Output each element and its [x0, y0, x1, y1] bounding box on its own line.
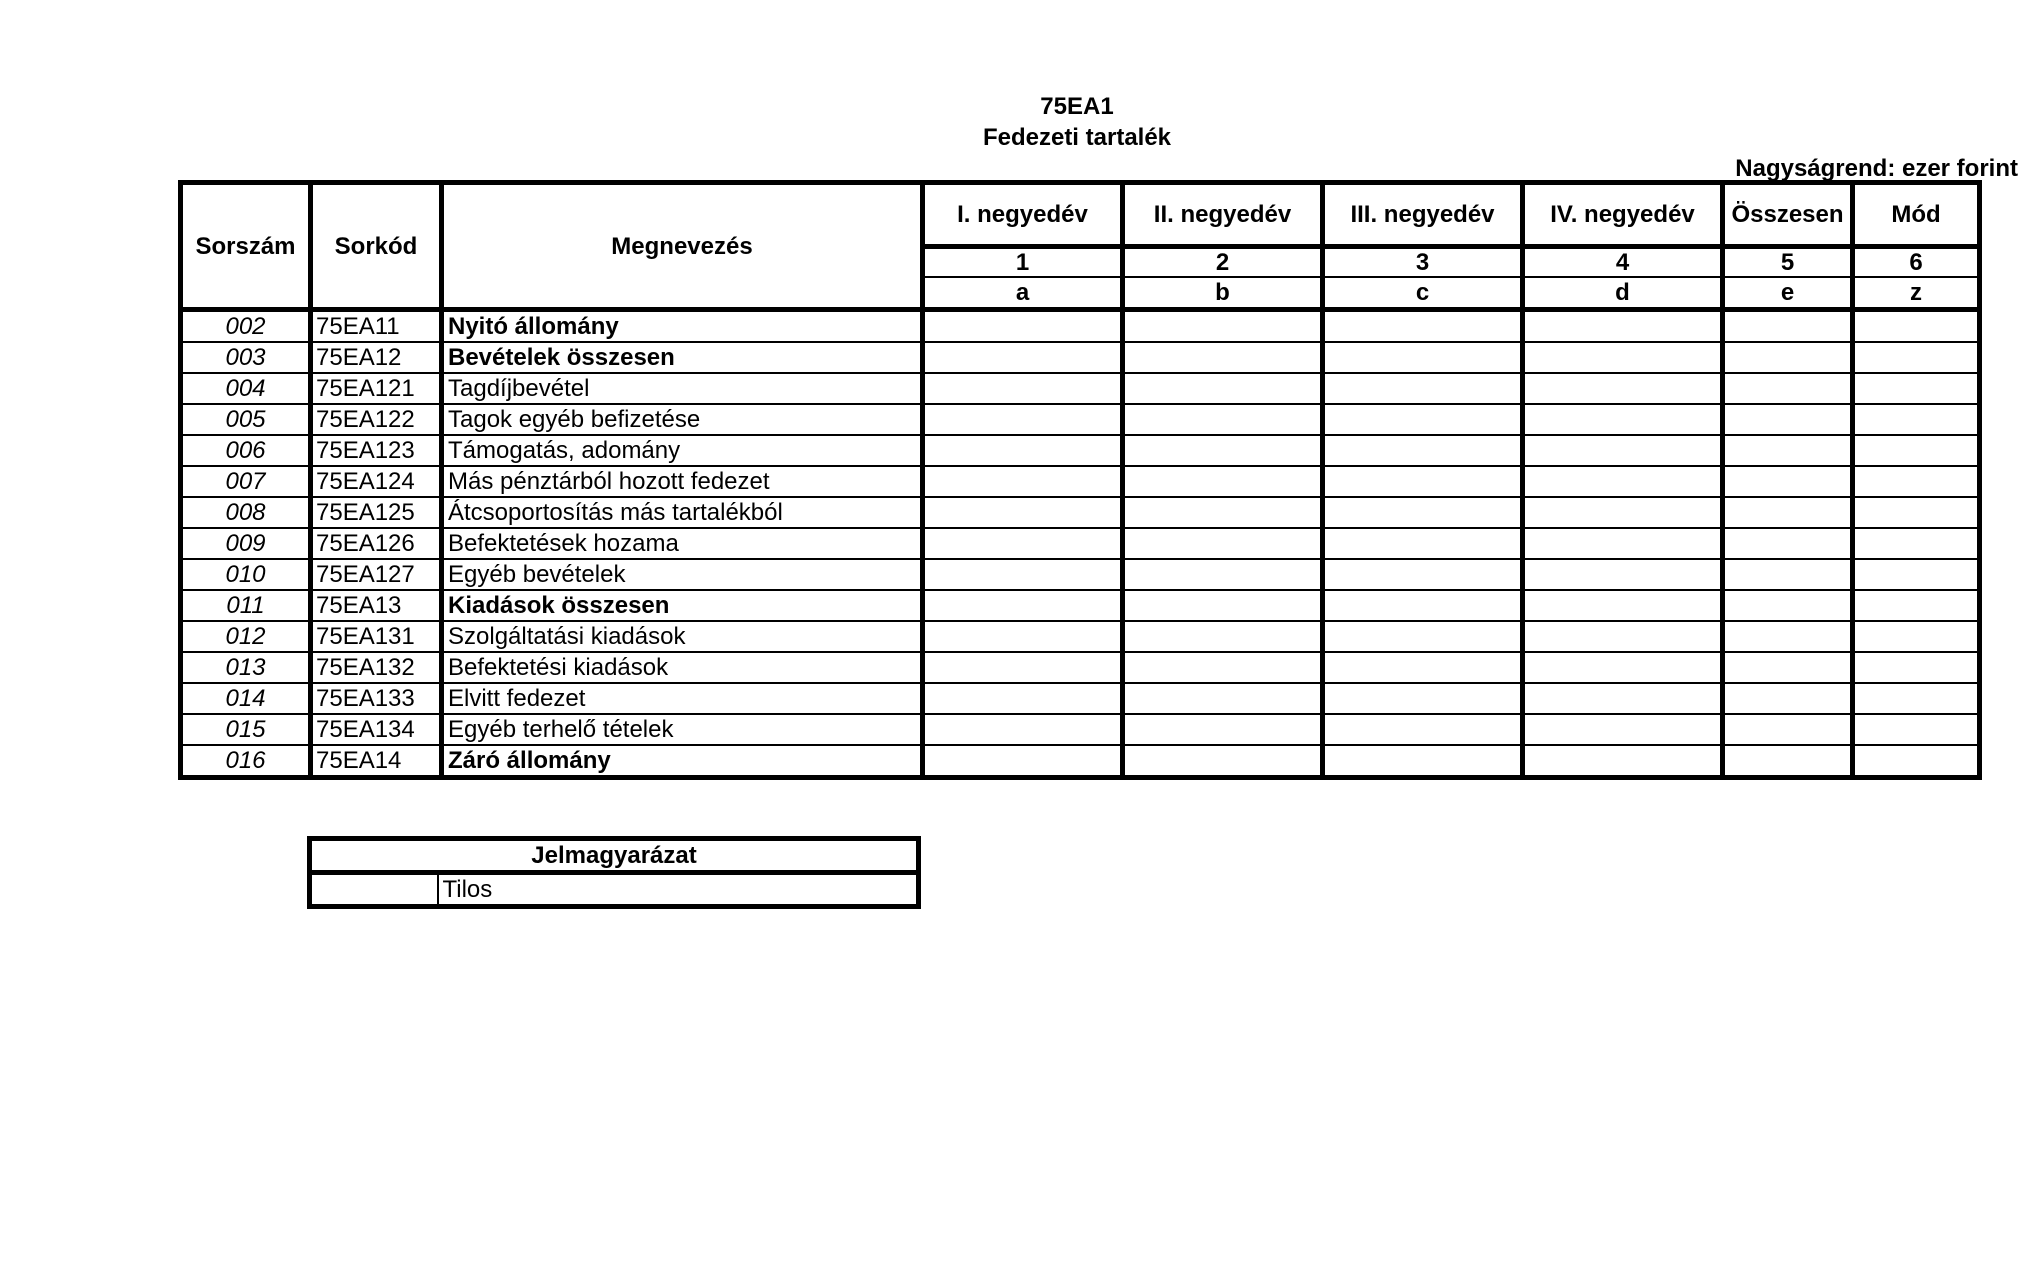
value-cell-5[interactable] [1723, 559, 1853, 590]
table-row [181, 714, 1980, 745]
value-cell-1[interactable] [923, 373, 1123, 404]
value-cell-1[interactable] [923, 590, 1123, 621]
row-code: 75EA134 [311, 714, 442, 745]
table-row [181, 745, 1980, 778]
value-cell-5[interactable] [1723, 342, 1853, 373]
header-letter-3: c [1323, 277, 1523, 310]
row-code: 75EA126 [311, 528, 442, 559]
value-cell-2[interactable] [1123, 342, 1323, 373]
value-cell-4[interactable] [1523, 745, 1723, 778]
header-letter-5: e [1723, 277, 1853, 310]
row-code: 75EA13 [311, 590, 442, 621]
value-cell-4[interactable] [1523, 373, 1723, 404]
row-name: Nyitó állomány [442, 310, 923, 343]
table-row [181, 435, 1980, 466]
header-num-2: 2 [1123, 247, 1323, 278]
row-name: Kiadások összesen [442, 590, 923, 621]
value-cell-6[interactable] [1853, 373, 1980, 404]
value-cell-5[interactable] [1723, 745, 1853, 778]
value-cell-3[interactable] [1323, 590, 1523, 621]
row-index: 010 [181, 559, 311, 590]
value-cell-1[interactable] [923, 310, 1123, 343]
legend-label: Tilos [438, 873, 919, 907]
value-cell-2[interactable] [1123, 404, 1323, 435]
value-cell-3[interactable] [1323, 714, 1523, 745]
form-code: 75EA1 [1040, 93, 1114, 120]
table-row [181, 528, 1980, 559]
header-letter-6: z [1853, 277, 1980, 310]
value-cell-4[interactable] [1523, 528, 1723, 559]
value-cell-5[interactable] [1723, 590, 1853, 621]
table-row [181, 590, 1980, 621]
header-letter-1: a [923, 277, 1123, 310]
value-cell-2[interactable] [1123, 373, 1323, 404]
header-col-1: I. negyedév [923, 183, 1123, 247]
row-index: 011 [181, 590, 311, 621]
table-row [181, 310, 1980, 343]
header-num-6: 6 [1853, 247, 1980, 278]
form-title: Fedezeti tartalék [982, 124, 1172, 151]
table-row [181, 373, 1980, 404]
row-code: 75EA11 [311, 310, 442, 343]
row-name: Tagok egyéb befizetése [442, 404, 923, 435]
value-cell-1[interactable] [923, 714, 1123, 745]
value-cell-5[interactable] [1723, 373, 1853, 404]
legend-swatch [310, 873, 438, 907]
value-cell-2[interactable] [1123, 435, 1323, 466]
row-name: Bevételek összesen [442, 342, 923, 373]
value-cell-2[interactable] [1123, 683, 1323, 714]
header-sorkod: Sorkód [311, 183, 442, 310]
value-cell-1[interactable] [923, 745, 1123, 778]
table-row [181, 466, 1980, 497]
value-cell-6[interactable] [1853, 466, 1980, 497]
row-index: 013 [181, 652, 311, 683]
header-letter-4: d [1523, 277, 1723, 310]
row-name: Támogatás, adomány [442, 435, 923, 466]
header-megnevezes: Megnevezés [442, 183, 923, 310]
table-row [181, 683, 1980, 714]
value-cell-5[interactable] [1723, 652, 1853, 683]
header-letter-2: b [1123, 277, 1323, 310]
header-col-2: II. negyedév [1123, 183, 1323, 247]
table-row [181, 652, 1980, 683]
value-cell-1[interactable] [923, 466, 1123, 497]
row-name: Más pénztárból hozott fedezet [442, 466, 923, 497]
row-code: 75EA12 [311, 342, 442, 373]
value-cell-1[interactable] [923, 621, 1123, 652]
unit-label: Nagyságrend: ezer forint [1735, 155, 2018, 182]
value-cell-4[interactable] [1523, 435, 1723, 466]
value-cell-4[interactable] [1523, 652, 1723, 683]
value-cell-6[interactable] [1853, 310, 1980, 343]
row-code: 75EA123 [311, 435, 442, 466]
row-code: 75EA133 [311, 683, 442, 714]
row-name: Egyéb terhelő tételek [442, 714, 923, 745]
value-cell-6[interactable] [1853, 404, 1980, 435]
value-cell-6[interactable] [1853, 745, 1980, 778]
value-cell-3[interactable] [1323, 466, 1523, 497]
header-col-5: Összesen [1723, 183, 1853, 247]
value-cell-4[interactable] [1523, 590, 1723, 621]
row-name: Záró állomány [442, 745, 923, 778]
value-cell-3[interactable] [1323, 435, 1523, 466]
value-cell-4[interactable] [1523, 466, 1723, 497]
row-code: 75EA122 [311, 404, 442, 435]
row-index: 003 [181, 342, 311, 373]
table-row [181, 621, 1980, 652]
value-cell-3[interactable] [1323, 404, 1523, 435]
header-num-5: 5 [1723, 247, 1853, 278]
value-cell-6[interactable] [1853, 652, 1980, 683]
table-row [181, 559, 1980, 590]
value-cell-3[interactable] [1323, 745, 1523, 778]
value-cell-5[interactable] [1723, 528, 1853, 559]
value-cell-1[interactable] [923, 683, 1123, 714]
row-name: Befektetések hozama [442, 528, 923, 559]
header-col-6: Mód [1853, 183, 1980, 247]
row-index: 009 [181, 528, 311, 559]
row-name: Befektetési kiadások [442, 652, 923, 683]
row-index: 005 [181, 404, 311, 435]
header-sorszam: Sorszám [181, 183, 311, 310]
value-cell-1[interactable] [923, 652, 1123, 683]
value-cell-6[interactable] [1853, 559, 1980, 590]
row-index: 002 [181, 310, 311, 343]
value-cell-4[interactable] [1523, 497, 1723, 528]
table-row [181, 497, 1980, 528]
value-cell-1[interactable] [923, 497, 1123, 528]
value-cell-4[interactable] [1523, 310, 1723, 343]
value-cell-4[interactable] [1523, 683, 1723, 714]
value-cell-1[interactable] [923, 528, 1123, 559]
legend-title: Jelmagyarázat [310, 839, 919, 873]
row-index: 008 [181, 497, 311, 528]
value-cell-2[interactable] [1123, 652, 1323, 683]
data-table [178, 180, 1982, 780]
value-cell-3[interactable] [1323, 528, 1523, 559]
row-index: 014 [181, 683, 311, 714]
value-cell-5[interactable] [1723, 714, 1853, 745]
value-cell-3[interactable] [1323, 559, 1523, 590]
row-index: 004 [181, 373, 311, 404]
value-cell-2[interactable] [1123, 745, 1323, 778]
value-cell-2[interactable] [1123, 559, 1323, 590]
table-row [181, 404, 1980, 435]
value-cell-6[interactable] [1853, 714, 1980, 745]
value-cell-2[interactable] [1123, 621, 1323, 652]
row-code: 75EA125 [311, 497, 442, 528]
value-cell-5[interactable] [1723, 435, 1853, 466]
header-col-3: III. negyedév [1323, 183, 1523, 247]
row-code: 75EA124 [311, 466, 442, 497]
value-cell-5[interactable] [1723, 404, 1853, 435]
value-cell-3[interactable] [1323, 310, 1523, 343]
value-cell-1[interactable] [923, 435, 1123, 466]
value-cell-4[interactable] [1523, 404, 1723, 435]
row-name: Szolgáltatási kiadások [442, 621, 923, 652]
row-index: 006 [181, 435, 311, 466]
value-cell-3[interactable] [1323, 621, 1523, 652]
row-code: 75EA132 [311, 652, 442, 683]
row-name: Átcsoportosítás más tartalékból [442, 497, 923, 528]
value-cell-5[interactable] [1723, 466, 1853, 497]
value-cell-2[interactable] [1123, 466, 1323, 497]
value-cell-4[interactable] [1523, 621, 1723, 652]
value-cell-4[interactable] [1523, 714, 1723, 745]
value-cell-5[interactable] [1723, 310, 1853, 343]
header-num-1: 1 [923, 247, 1123, 278]
row-name: Elvitt fedezet [442, 683, 923, 714]
value-cell-6[interactable] [1853, 497, 1980, 528]
row-code: 75EA121 [311, 373, 442, 404]
value-cell-1[interactable] [923, 404, 1123, 435]
row-index: 015 [181, 714, 311, 745]
value-cell-5[interactable] [1723, 497, 1853, 528]
row-code: 75EA131 [311, 621, 442, 652]
value-cell-6[interactable] [1853, 435, 1980, 466]
value-cell-3[interactable] [1323, 342, 1523, 373]
value-cell-6[interactable] [1853, 621, 1980, 652]
header-num-3: 3 [1323, 247, 1523, 278]
row-index: 012 [181, 621, 311, 652]
value-cell-4[interactable] [1523, 342, 1723, 373]
value-cell-5[interactable] [1723, 621, 1853, 652]
value-cell-6[interactable] [1853, 342, 1980, 373]
value-cell-5[interactable] [1723, 683, 1853, 714]
value-cell-2[interactable] [1123, 590, 1323, 621]
value-cell-3[interactable] [1323, 683, 1523, 714]
row-index: 007 [181, 466, 311, 497]
value-cell-2[interactable] [1123, 497, 1323, 528]
header-col-4: IV. negyedév [1523, 183, 1723, 247]
table-row [181, 342, 1980, 373]
value-cell-6[interactable] [1853, 683, 1980, 714]
value-cell-1[interactable] [923, 559, 1123, 590]
row-name: Egyéb bevételek [442, 559, 923, 590]
row-code: 75EA14 [311, 745, 442, 778]
value-cell-2[interactable] [1123, 310, 1323, 343]
value-cell-4[interactable] [1523, 559, 1723, 590]
row-code: 75EA127 [311, 559, 442, 590]
value-cell-3[interactable] [1323, 497, 1523, 528]
value-cell-3[interactable] [1323, 373, 1523, 404]
row-name: Tagdíjbevétel [442, 373, 923, 404]
legend-table [307, 836, 921, 909]
value-cell-6[interactable] [1853, 590, 1980, 621]
row-index: 016 [181, 745, 311, 778]
header-num-4: 4 [1523, 247, 1723, 278]
value-cell-2[interactable] [1123, 714, 1323, 745]
value-cell-1[interactable] [923, 342, 1123, 373]
value-cell-6[interactable] [1853, 528, 1980, 559]
value-cell-2[interactable] [1123, 528, 1323, 559]
value-cell-3[interactable] [1323, 652, 1523, 683]
